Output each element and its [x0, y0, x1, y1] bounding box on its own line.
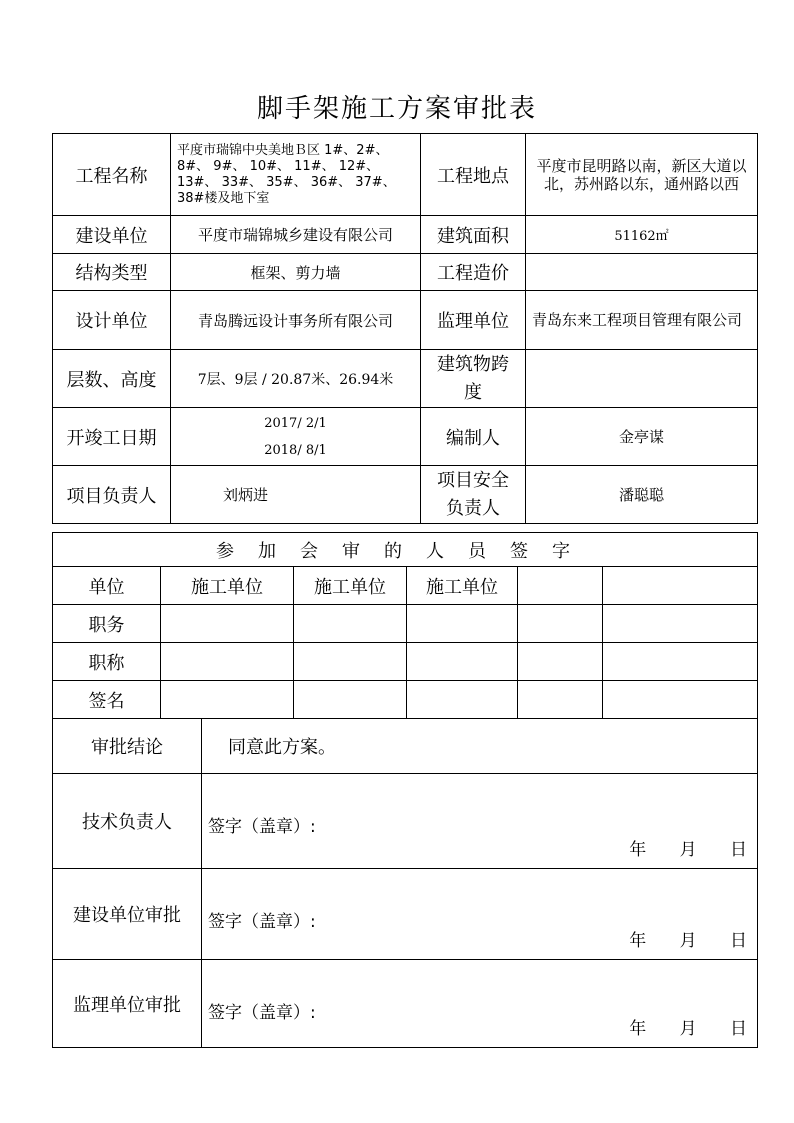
supervision-unit-value: 青岛东来工程项目管理有限公司: [526, 291, 758, 350]
project-name-value: 平度市瑞锦中央美地Ｂ区 1#、2#、8#、 9#、 10#、 11#、 12#、 13#、 33#、 35#、 36#、 37#、 38#楼及地下室: [171, 134, 421, 216]
project-cost-label: 工程造价: [421, 254, 526, 291]
owner-sign-area: [202, 869, 758, 960]
safety-label: 项目安全负责人: [421, 466, 526, 524]
signature-cell: [294, 681, 407, 719]
signature-cell: [518, 681, 603, 719]
title-cell: [161, 643, 294, 681]
tech-lead-sign-area: [202, 774, 758, 869]
date-text: 年 月 日: [629, 1019, 748, 1039]
position-label: 职务: [53, 605, 161, 643]
title-cell: [407, 643, 518, 681]
title-label: 职称: [53, 643, 161, 681]
compiler-value: 金亭谋: [526, 408, 758, 466]
position-cell: [518, 605, 603, 643]
signature-cell: [407, 681, 518, 719]
pm-value: 刘炳进: [171, 466, 421, 524]
sign-text: 签字（盖章）:: [208, 1003, 316, 1023]
dates-value: [171, 408, 421, 466]
review-approval-table: [52, 532, 758, 1048]
supervision-unit-label: 监理单位: [421, 291, 526, 350]
floors-height-value: 7层、9层 / 20.87米、26.94米: [171, 350, 421, 408]
compiler-label: 编制人: [421, 408, 526, 466]
supervisor-approval-label: 监理单位审批: [53, 960, 202, 1048]
signature-cell: [161, 681, 294, 719]
design-unit-value: 青岛腾远设计事务所有限公司: [171, 291, 421, 350]
review-header: 参加会审的人员签字: [53, 533, 758, 567]
project-name-label: 工程名称: [53, 134, 171, 216]
review-unit-2: 施工单位: [294, 567, 407, 605]
review-unit-1: 施工单位: [161, 567, 294, 605]
span-value: [526, 350, 758, 408]
project-location-label: 工程地点: [421, 134, 526, 216]
date-text: 年 月 日: [629, 931, 748, 951]
floors-height-label: 层数、高度: [53, 350, 171, 408]
project-info-table: [52, 133, 758, 524]
structure-type-label: 结构类型: [53, 254, 171, 291]
unit-label: 单位: [53, 567, 161, 605]
construction-unit-label: 建设单位: [53, 216, 171, 254]
start-date: 2017/ 2/1: [264, 415, 327, 431]
position-cell: [294, 605, 407, 643]
project-location-value: 平度市昆明路以南，新区大道以北，苏州路以东，通州路以西: [526, 134, 758, 216]
owner-approval-label: 建设单位审批: [53, 869, 202, 960]
dates-label: 开竣工日期: [53, 408, 171, 466]
sign-text: 签字（盖章）:: [208, 912, 316, 932]
project-cost-value: [526, 254, 758, 291]
position-cell: [161, 605, 294, 643]
sign-text: 签字（盖章）:: [208, 817, 316, 837]
position-cell: [407, 605, 518, 643]
conclusion-value: 同意此方案。: [202, 719, 758, 774]
structure-type-value: 框架、剪力墙: [171, 254, 421, 291]
review-unit-4: [518, 567, 603, 605]
building-area-value: 51162㎡: [526, 216, 758, 254]
title-cell: [603, 643, 758, 681]
safety-value: 潘聪聪: [526, 466, 758, 524]
page-title: 脚手架施工方案审批表: [256, 94, 537, 124]
title-cell: [518, 643, 603, 681]
signature-label: 签名: [53, 681, 161, 719]
conclusion-label: 审批结论: [53, 719, 202, 774]
review-unit-5: [603, 567, 758, 605]
end-date: 2018/ 8/1: [264, 442, 327, 458]
position-cell: [603, 605, 758, 643]
construction-unit-value: 平度市瑞锦城乡建设有限公司: [171, 216, 421, 254]
signature-cell: [603, 681, 758, 719]
date-text: 年 月 日: [629, 840, 748, 860]
supervisor-sign-area: [202, 960, 758, 1048]
title-cell: [294, 643, 407, 681]
tech-lead-label: 技术负责人: [53, 774, 202, 869]
span-label: 建筑物跨度: [421, 350, 526, 408]
pm-label: 项目负责人: [53, 466, 171, 524]
building-area-label: 建筑面积: [421, 216, 526, 254]
review-unit-3: 施工单位: [407, 567, 518, 605]
design-unit-label: 设计单位: [53, 291, 171, 350]
